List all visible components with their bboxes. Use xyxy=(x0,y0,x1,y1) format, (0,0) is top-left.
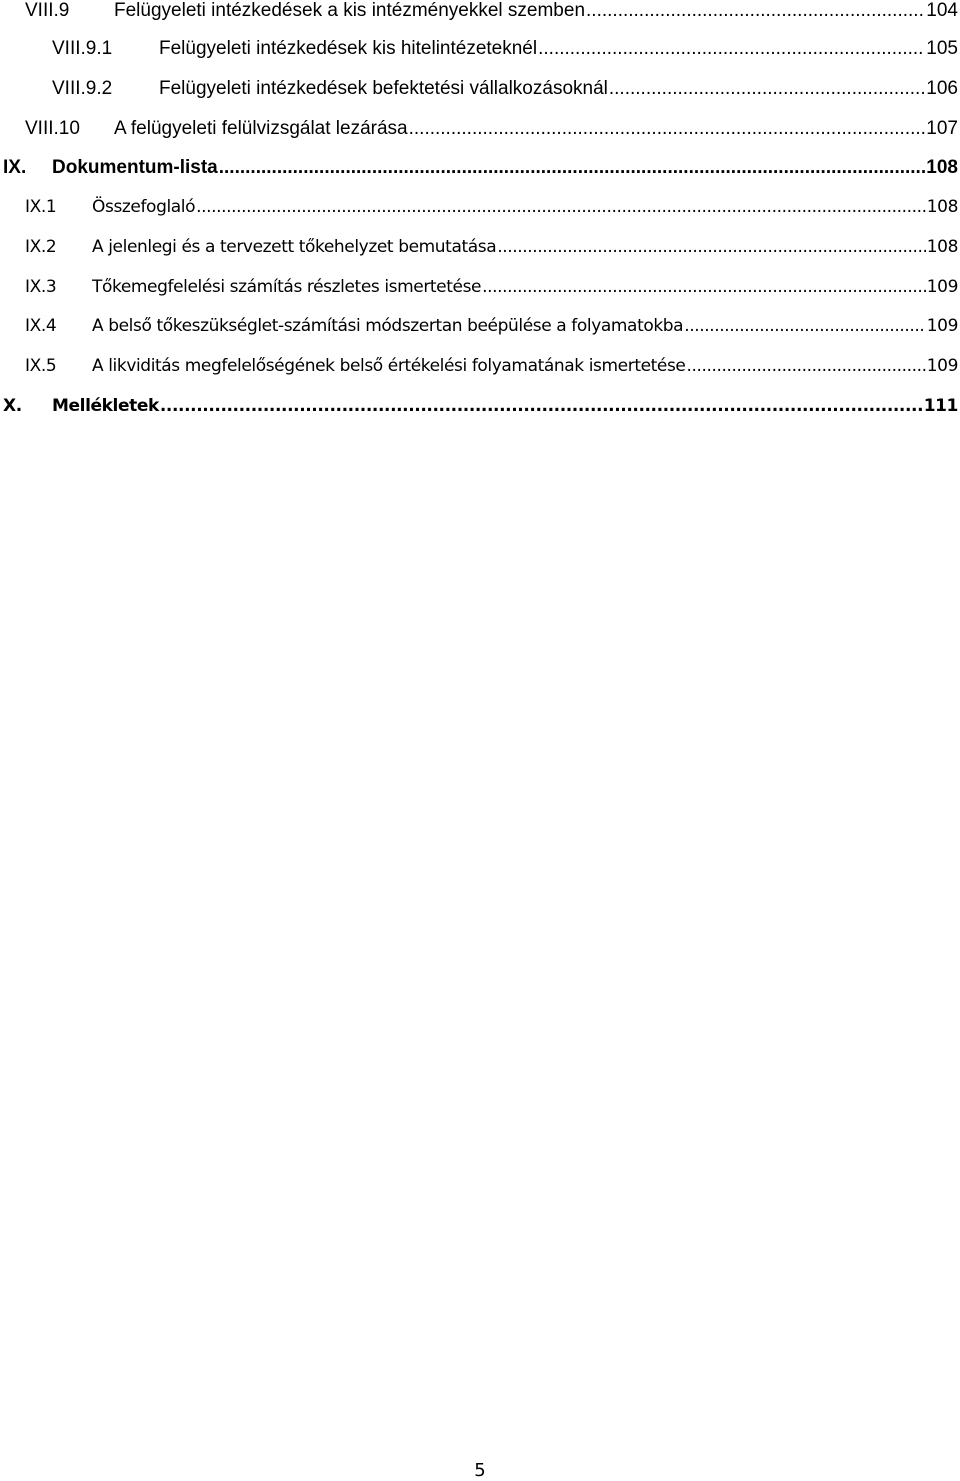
toc-dot-leader xyxy=(160,396,923,416)
toc-entry-body xyxy=(159,38,958,60)
toc-entry-title: A belső tőkeszükséglet-számítási módszertan beépülése a folyamatokba xyxy=(92,316,684,336)
toc-entry[interactable] xyxy=(0,38,960,68)
toc-entry-title: A likviditás megfelelőségének belső értékelési folyamatának ismertetése xyxy=(92,356,686,376)
toc-entry-page: 111 xyxy=(923,396,958,416)
toc-entry[interactable] xyxy=(0,277,960,307)
toc-entry-title: Összefoglaló xyxy=(92,197,196,217)
toc-dot-leader xyxy=(609,78,925,100)
toc-entry[interactable] xyxy=(0,316,960,346)
toc-entry-chapter[interactable] xyxy=(0,157,960,187)
toc-entry-body xyxy=(52,396,958,416)
toc-entry-body xyxy=(114,0,958,22)
toc-entry-number: IX.3 xyxy=(25,277,57,297)
toc-entry-page: 109 xyxy=(926,277,958,297)
toc-entry-number: IX.4 xyxy=(25,316,57,336)
toc-entry-body xyxy=(92,356,958,376)
toc-dot-leader xyxy=(538,38,925,60)
toc-entry-title: A jelenlegi és a tervezett tőkehelyzet bemutatása xyxy=(92,237,497,257)
toc-entry-page: 109 xyxy=(926,316,958,336)
toc-entry-title: Mellékletek xyxy=(52,396,159,416)
toc-entry-body xyxy=(52,157,958,179)
toc-entry[interactable] xyxy=(0,0,960,30)
page-number: 5 xyxy=(474,1460,486,1481)
toc-entry-body xyxy=(92,316,958,336)
toc-entry-page: 104 xyxy=(926,0,958,21)
toc-entry-body xyxy=(92,277,958,297)
toc-entry-page: 105 xyxy=(926,38,958,59)
toc-dot-leader xyxy=(497,237,926,257)
toc-dot-leader xyxy=(687,356,926,376)
toc-entry-title: Felügyeleti intézkedések kis hitelintézeteknél xyxy=(159,38,538,59)
toc-entry-page: 109 xyxy=(926,356,958,376)
toc-entry-title: Felügyeleti intézkedések a kis intézményekkel szemben xyxy=(114,0,586,21)
toc-entry-page: 108 xyxy=(926,197,958,217)
toc-entry-number: IX.1 xyxy=(25,197,57,217)
toc-dot-leader xyxy=(409,118,926,140)
toc-entry-page: 106 xyxy=(926,78,958,99)
toc-entry-number: X. xyxy=(3,396,22,416)
toc-dot-leader xyxy=(684,316,926,336)
toc-dot-leader xyxy=(586,0,925,22)
toc-entry-number: IX.2 xyxy=(25,237,57,257)
toc-entry[interactable] xyxy=(0,237,960,267)
toc-entry-body xyxy=(114,118,958,140)
toc-entry[interactable] xyxy=(0,356,960,386)
toc-dot-leader xyxy=(482,277,926,297)
toc-dot-leader xyxy=(196,197,926,217)
toc-entry-page: 108 xyxy=(926,157,958,178)
toc-entry-page: 108 xyxy=(926,237,958,257)
toc-entry-body xyxy=(159,78,958,100)
toc-entry[interactable] xyxy=(0,197,960,227)
toc-entry-page: 107 xyxy=(926,118,958,139)
toc-entry-number: IX. xyxy=(3,157,27,178)
toc-entry-number: IX.5 xyxy=(25,356,57,376)
toc-entry-title: Tőkemegfelelési számítás részletes ismertetése xyxy=(92,277,482,297)
toc-entry-title: A felügyeleti felülvizsgálat lezárása xyxy=(114,118,408,139)
toc-entry-title: Dokumentum-lista xyxy=(52,157,218,178)
toc-entry-body xyxy=(92,197,958,217)
toc-entry-number: VIII.9 xyxy=(25,0,70,21)
toc-entry[interactable] xyxy=(0,118,960,148)
toc-entry-chapter[interactable] xyxy=(0,396,960,426)
toc-entry-number: VIII.9.2 xyxy=(52,78,113,99)
toc-entry-body xyxy=(92,237,958,257)
toc-entry-number: VIII.10 xyxy=(25,118,80,139)
toc-dot-leader xyxy=(219,157,926,179)
toc-entry[interactable] xyxy=(0,78,960,108)
toc-entry-number: VIII.9.1 xyxy=(52,38,113,59)
toc-entry-title: Felügyeleti intézkedések befektetési vállalkozásoknál xyxy=(159,78,608,99)
